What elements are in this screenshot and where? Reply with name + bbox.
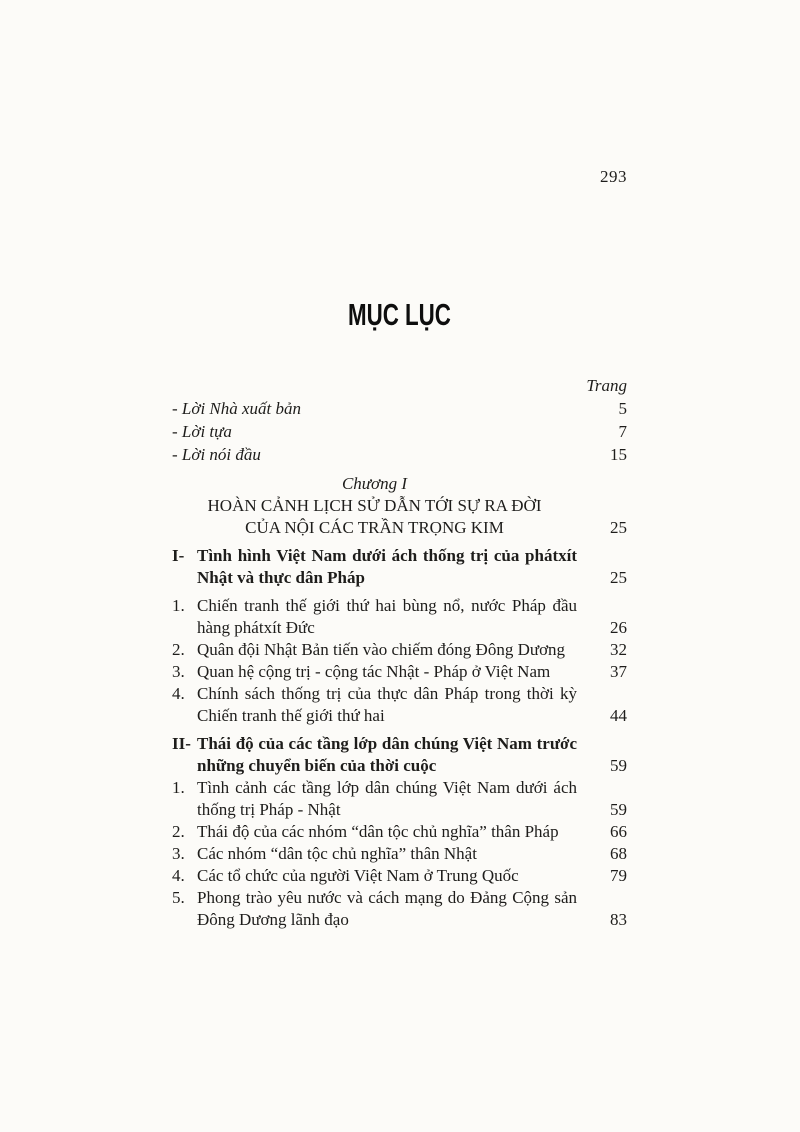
toc-entry-front-matter: [172, 443, 627, 466]
entry-page: 83: [610, 910, 627, 929]
toc-entry-section: [172, 545, 627, 589]
entry-page: 5: [618, 399, 627, 418]
chapter-page: 25: [610, 518, 627, 537]
entry-text: [197, 777, 577, 821]
toc-entry: [172, 777, 627, 821]
entry-line: Các nhóm “dân tộc chủ nghĩa” thân Nhật: [197, 844, 477, 863]
page-title: MỤC LỤC: [348, 297, 451, 332]
entry-text: [197, 887, 577, 931]
chapter-heading-center: [172, 473, 577, 539]
entry-page: 32: [610, 640, 627, 659]
entry-marker: 1.: [172, 596, 185, 615]
toc-entry: [172, 887, 627, 931]
entry-marker: 4.: [172, 866, 185, 885]
toc-entry-section: [172, 733, 627, 777]
entry-text: [197, 639, 577, 661]
entry-line: Chiến tranh thế giới thứ hai: [197, 706, 385, 725]
toc-entry: [172, 639, 627, 661]
entry-text: [197, 865, 577, 887]
toc-entry-front-matter: [172, 420, 627, 443]
toc-entry: [172, 865, 627, 887]
entry-marker: 5.: [172, 888, 185, 907]
entry-text: [197, 683, 577, 727]
entry-line: hàng phátxít Đức: [197, 618, 315, 637]
toc-entry-front-matter: [172, 397, 627, 420]
entry-text: [197, 821, 577, 843]
chapter-title-line: CỦA NỘI CÁC TRẦN TRỌNG KIM: [245, 518, 504, 537]
page-title-wrap: [172, 298, 627, 332]
entry-marker: 3.: [172, 844, 185, 863]
entry-line: những chuyển biến của thời cuộc: [197, 756, 437, 775]
entry-line: Chính sách thống trị của thực dân Pháp trong thời kỳ: [197, 684, 577, 703]
entry-marker: I-: [172, 546, 185, 565]
entry-text: [197, 661, 577, 683]
entry-page: 59: [610, 800, 627, 819]
folio-page-number: 293: [600, 167, 627, 186]
entry-page: 68: [610, 844, 627, 863]
entry-label: - Lời Nhà xuất bản: [172, 399, 302, 418]
entry-page: 26: [610, 618, 627, 637]
entry-page: 7: [618, 422, 627, 441]
chapter-kicker: Chương I: [341, 474, 408, 493]
entry-text: [197, 595, 577, 639]
entry-marker: 4.: [172, 684, 185, 703]
entry-line: Quan hệ cộng trị - cộng tác Nhật - Pháp ở Việt Nam: [197, 662, 551, 681]
toc-entry: [172, 661, 627, 683]
chapter-heading-block: [172, 473, 627, 539]
column-header-trang: Trang: [586, 376, 627, 395]
entry-line: Tình hình Việt Nam dưới ách thống trị của phátxít: [197, 546, 577, 565]
entry-text: [197, 545, 577, 589]
entry-line: Thái độ của các nhóm “dân tộc chủ nghĩa” thân Pháp: [197, 822, 559, 841]
entry-marker: 2.: [172, 640, 185, 659]
entry-marker: 2.: [172, 822, 185, 841]
entry-line: Nhật và thực dân Pháp: [197, 568, 365, 587]
entry-marker: II-: [172, 734, 191, 753]
entry-page: 15: [610, 445, 627, 464]
entry-text: [197, 843, 577, 865]
entry-page: 25: [610, 568, 627, 587]
entry-line: Thái độ của các tầng lớp dân chúng Việt Nam trước: [197, 734, 577, 753]
entry-page: 79: [610, 866, 627, 885]
entry-line: Đông Dương lãnh đạo: [197, 910, 349, 929]
toc-entry: [172, 595, 627, 639]
entry-line: Chiến tranh thế giới thứ hai bùng nổ, nước Pháp đầu: [197, 596, 577, 615]
entry-marker: 1.: [172, 778, 185, 797]
toc-entry: [172, 821, 627, 843]
entry-line: Tình cảnh các tầng lớp dân chúng Việt Nam dưới ách: [197, 778, 577, 797]
toc-entry: [172, 683, 627, 727]
entry-marker: 3.: [172, 662, 185, 681]
entry-line: Quân đội Nhật Bản tiến vào chiếm đóng Đông Dương: [197, 640, 566, 659]
entry-page: 66: [610, 822, 627, 841]
toc-entry: [172, 843, 627, 865]
entry-line: Phong trào yêu nước và cách mạng do Đảng Cộng sản: [197, 888, 577, 907]
entry-page: 44: [610, 706, 627, 725]
book-page: [172, 0, 627, 931]
entry-label: - Lời nói đầu: [172, 445, 261, 464]
entry-text: [197, 733, 577, 777]
entry-label: - Lời tựa: [172, 422, 232, 441]
chapter-title-line: HOÀN CẢNH LỊCH SỬ DẪN TỚI SỰ RA ĐỜI: [207, 496, 542, 515]
entry-line: Các tổ chức của người Việt Nam ở Trung Quốc: [197, 866, 519, 885]
entry-line: thống trị Pháp - Nhật: [197, 800, 341, 819]
entry-page: 37: [610, 662, 627, 681]
entry-page: 59: [610, 756, 627, 775]
